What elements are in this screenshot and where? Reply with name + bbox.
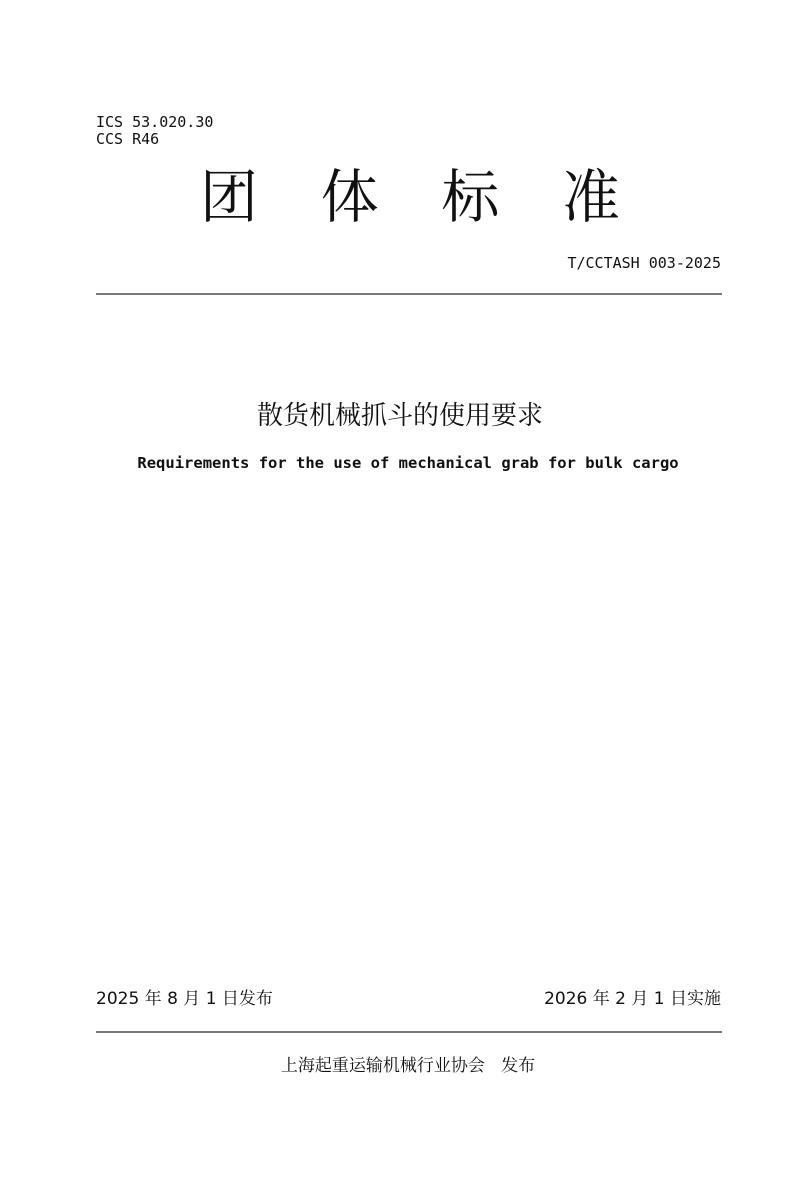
document-type-char: 体 [320,163,379,231]
document-type-char: 标 [441,163,500,231]
issue-date: 2025 年 8 月 1 日发布 [96,989,273,1009]
publisher-line [0,1054,800,1078]
ccs-code: CCS R46 [96,130,160,148]
ics-code: ICS 53.020.30 [96,113,214,131]
document-type-char: 准 [561,163,620,231]
english-title: Requirements for the use of mechanical grab for bulk cargo [137,454,679,472]
publisher-action: 发布 [501,1056,536,1076]
bottom-divider [96,1031,722,1033]
standard-number: T/CCTASH 003-2025 [567,254,721,272]
chinese-title: 散货机械抓斗的使用要求 [256,401,543,431]
document-type-char: 团 [200,163,259,231]
publisher-name: 上海起重运输机械行业协会 [280,1056,485,1076]
top-divider [96,293,722,295]
implementation-date: 2026 年 2 月 1 日实施 [544,989,721,1009]
classification-codes [96,114,213,148]
document-type-title [200,163,620,231]
